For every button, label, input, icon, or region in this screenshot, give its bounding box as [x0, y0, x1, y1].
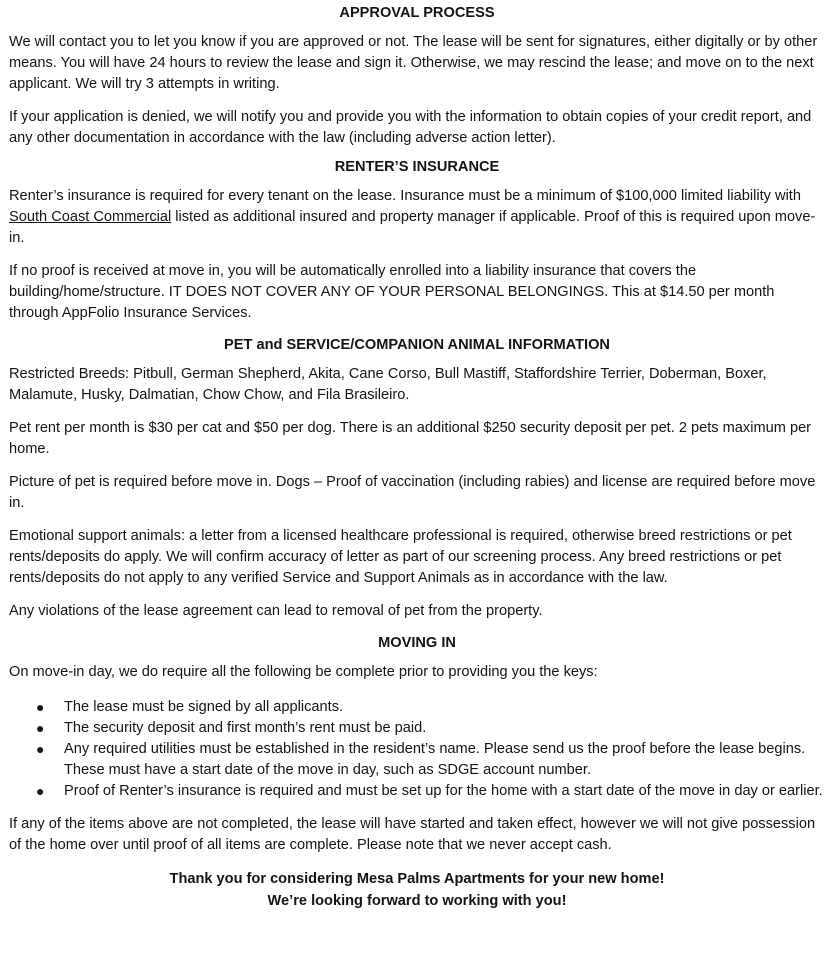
south-coast-commercial-link[interactable]: South Coast Commercial — [9, 209, 172, 225]
insurance-heading: RENTER’S INSURANCE — [334, 159, 500, 175]
list-item-text: Proof of Renter’s insurance is required and must be set up for the home with a start date of the move in day or earlier. — [64, 783, 823, 799]
pets-section — [9, 335, 825, 622]
pets-violations-paragraph: Any violations of the lease agreement can lead to removal of pet from the property. — [9, 603, 543, 619]
insurance-paragraph-1 — [9, 186, 825, 249]
pets-rent-paragraph: Pet rent per month is $30 per cat and $50 per dog. There is an additional $250 security deposit per pet. 2 pets maximum per home. — [9, 420, 812, 457]
approval-paragraph-2: If your application is denied, we will notify you and provide you with the information to obtain copies of your credit report, and any other documentation in accordance with the law (including adverse action letter). — [9, 109, 812, 146]
moving-intro: On move-in day, we do require all the following be complete prior to providing you the keys: — [9, 664, 598, 680]
approval-heading: APPROVAL PROCESS — [339, 5, 495, 21]
closing-line-1: Thank you for considering Mesa Palms Apartments for your new home! — [169, 871, 665, 887]
bullet-icon: ● — [36, 741, 45, 757]
list-item-text: Any required utilities must be established in the resident’s name. Please send us the proof before the lease begins. These must have a start date of the move in day, such as SDGE account number. — [64, 741, 806, 778]
insurance-text-before: Renter’s insurance is required for every tenant on the lease. Insurance must be a minimum of $100,000 limited liability with — [9, 188, 801, 204]
pets-heading: PET and SERVICE/COMPANION ANIMAL INFORMATION — [224, 337, 610, 353]
approval-section — [9, 3, 825, 149]
list-item — [9, 697, 825, 718]
closing-section — [9, 868, 825, 912]
approval-paragraph-1: We will contact you to let you know if you are approved or not. The lease will be sent for signatures, either digitally or by other means. You will have 24 hours to review the lease and sign it. Otherwise, we may rescind the lease; and move on to the next applicant. We will try 3 attempts in writing. — [9, 34, 818, 92]
pets-picture-paragraph: Picture of pet is required before move in. Dogs – Proof of vaccination (including rabies) and license are required before move in. — [9, 474, 816, 511]
list-item — [9, 739, 825, 781]
pets-esa-paragraph: Emotional support animals: a letter from a licensed healthcare professional is required, otherwise breed restrictions or pet rents/deposits do apply. We will confirm accuracy of letter as part of our screening process. Any breed restrictions or pet rents/deposits do not apply to any verified Service and Support Animals as in accordance with the law. — [9, 528, 792, 586]
moving-outro: If any of the items above are not completed, the lease will have started and taken effect, however we will not give possession of the home over until proof of all items are complete. Please note that we never accept cash. — [9, 816, 816, 853]
insurance-text-after: listed as additional insured and property manager if applicable. Proof of this is required upon move-in. — [9, 209, 816, 246]
bullet-icon: ● — [36, 720, 45, 736]
list-item-text: The lease must be signed by all applicants. — [64, 699, 344, 715]
insurance-section — [9, 157, 825, 324]
move-in-requirements-list — [9, 697, 825, 802]
insurance-paragraph-2: If no proof is received at move in, you will be automatically enrolled into a liability insurance that covers the building/home/structure. IT DOES NOT COVER ANY OF YOUR PERSONAL BELONGINGS. This at $14.50 per month through AppFolio Insurance Services. — [9, 263, 775, 321]
closing-line-2: We’re looking forward to working with you! — [267, 893, 567, 909]
list-item-text: The security deposit and first month’s rent must be paid. — [64, 720, 427, 736]
moving-heading: MOVING IN — [378, 635, 456, 651]
list-item — [9, 718, 825, 739]
moving-section — [9, 633, 825, 856]
pets-restricted-breeds: Restricted Breeds: Pitbull, German Shepherd, Akita, Cane Corso, Bull Mastiff, Staffordshire Terrier, Doberman, Boxer, Malamute, Husky, Dalmatian, Chow Chow, and Fila Brasileiro. — [9, 366, 767, 403]
list-item — [9, 781, 825, 802]
bullet-icon: ● — [36, 783, 45, 799]
bullet-icon: ● — [36, 699, 45, 715]
